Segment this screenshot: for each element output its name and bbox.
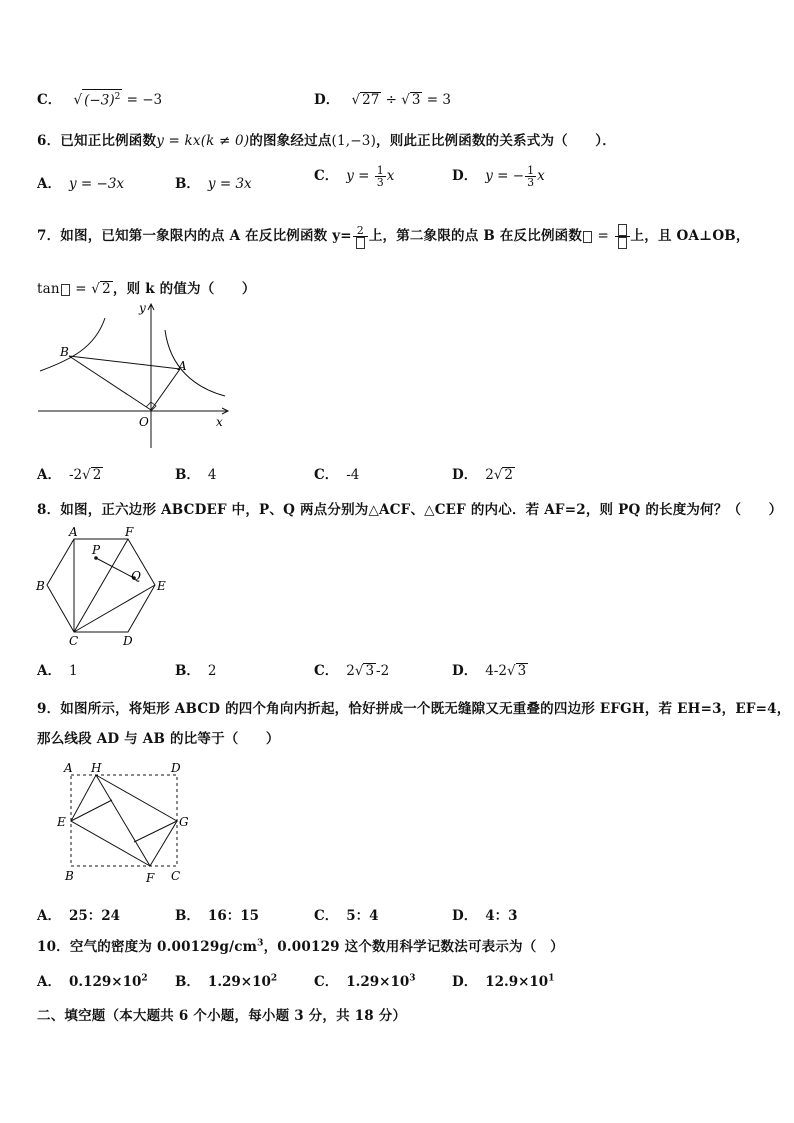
q9-option-b: B． 16：15	[175, 908, 259, 924]
q10-option-a: A． $0.129\times 10^2$	[37, 973, 148, 990]
q8-option-c: C． 2√ 3 -2	[314, 663, 390, 679]
q10-option-c: C． $1.29\times 10^3$	[314, 973, 416, 990]
label-G: G	[179, 815, 189, 829]
label-H: H	[91, 761, 102, 775]
q6-option-b: B． y = 3x	[175, 176, 252, 192]
q9-option-c: C． 5：4	[314, 908, 379, 924]
label-y: y	[139, 301, 146, 315]
q6-option-a: A． y = −3x	[37, 176, 125, 192]
label-B: B	[36, 579, 45, 593]
q7-option-b: B． 4	[175, 467, 217, 483]
curve-second-quadrant	[40, 318, 105, 371]
q8-figure	[30, 522, 170, 650]
q9-option-d: D． 4：3	[452, 908, 518, 924]
option-expression: √ 27 ÷ √ 3 = 3	[351, 92, 451, 108]
q9-stem-line2: 那么线段 AD 与 AB 的比等于（ ）	[37, 731, 280, 747]
section-heading: 二、填空题（本大题共 6 个小题，每小题 3 分，共 18 分）	[37, 1008, 407, 1024]
label-Q: Q	[131, 569, 141, 583]
q9-stem-line1: 9．如图所示，将矩形 ABCD 的四个角向内折起，恰好拼成一个既无缝隙又无重叠的四边形 EFGH，若 EH=3，EF=4，	[37, 701, 791, 717]
q7-stem-line2: tan = √ 2 ，则 k 的值为（ ）	[37, 281, 256, 297]
q6-option-d: D． y = − $\frac{1}{3}$ x	[452, 164, 545, 189]
q7-figure	[30, 298, 230, 453]
q10-option-b: B． $1.29\times 10^2$	[175, 973, 278, 990]
q8-option-d: D． 4-2√ 3	[452, 663, 527, 679]
option-expression: √ $(-3)^2 = -3$	[74, 92, 163, 108]
label-P: P	[92, 543, 101, 557]
label-A: A	[69, 525, 78, 539]
q8-option-b: B． 2	[175, 663, 217, 679]
q10-stem: 10．空气的密度为 $0.00129g/cm^3$，0.00129 这个数用科学记数法可表示为（ ）	[37, 938, 564, 955]
q9-figure	[50, 758, 200, 888]
q5-option-d	[314, 88, 451, 108]
curve-first-quadrant	[165, 330, 225, 396]
q6-stem: 6．已知正比例函数y = kx(k ≠ 0)的图象经过点(1,−3)，则此正比例函数的关系式为（ ）．	[37, 133, 616, 149]
label-E: E	[57, 815, 66, 829]
label-B: B	[65, 869, 74, 883]
label-O: O	[139, 415, 149, 429]
q9-option-a: A． 25：24	[37, 908, 121, 924]
q8-option-a: A． 1	[37, 663, 78, 679]
label-A: A	[64, 761, 73, 775]
label-C: C	[171, 869, 181, 883]
label-D: D	[171, 761, 181, 775]
q7-stem-line1: 7．如图，已知第一象限内的点 A 在反比例函数 y= 2 上，第二象限的点 B 在反比例函数 = 上，且 OA⊥OB，	[37, 224, 750, 249]
q10-option-d: D． $12.9\times 10^1$	[452, 973, 555, 990]
option-label: C．	[37, 92, 62, 108]
label-C: C	[69, 634, 79, 648]
q8-stem: 8．如图，正六边形 ABCDEF 中，P、Q 两点分别为△ACF、△CEF 的内心．若 AF=2，则 PQ 的长度为何？（ ）	[37, 502, 783, 518]
rectangle-abcd	[71, 775, 177, 866]
q6-option-c: C． y = $\frac{1}{3}$ x	[314, 164, 395, 189]
quadrilateral-efgh	[71, 775, 177, 866]
label-D: D	[123, 634, 133, 648]
label-x: x	[216, 415, 223, 429]
label-E: E	[157, 579, 166, 593]
label-B: B	[60, 345, 69, 359]
label-F: F	[125, 525, 134, 539]
q7-option-a: A． -2√ 2	[37, 467, 102, 483]
option-label: D．	[314, 92, 340, 108]
label-F: F	[146, 871, 155, 885]
q7-option-c: C． -4	[314, 467, 360, 483]
label-A: A	[178, 359, 187, 373]
q5-option-c	[37, 88, 162, 108]
q7-option-d: D． 2√ 2	[452, 467, 514, 483]
